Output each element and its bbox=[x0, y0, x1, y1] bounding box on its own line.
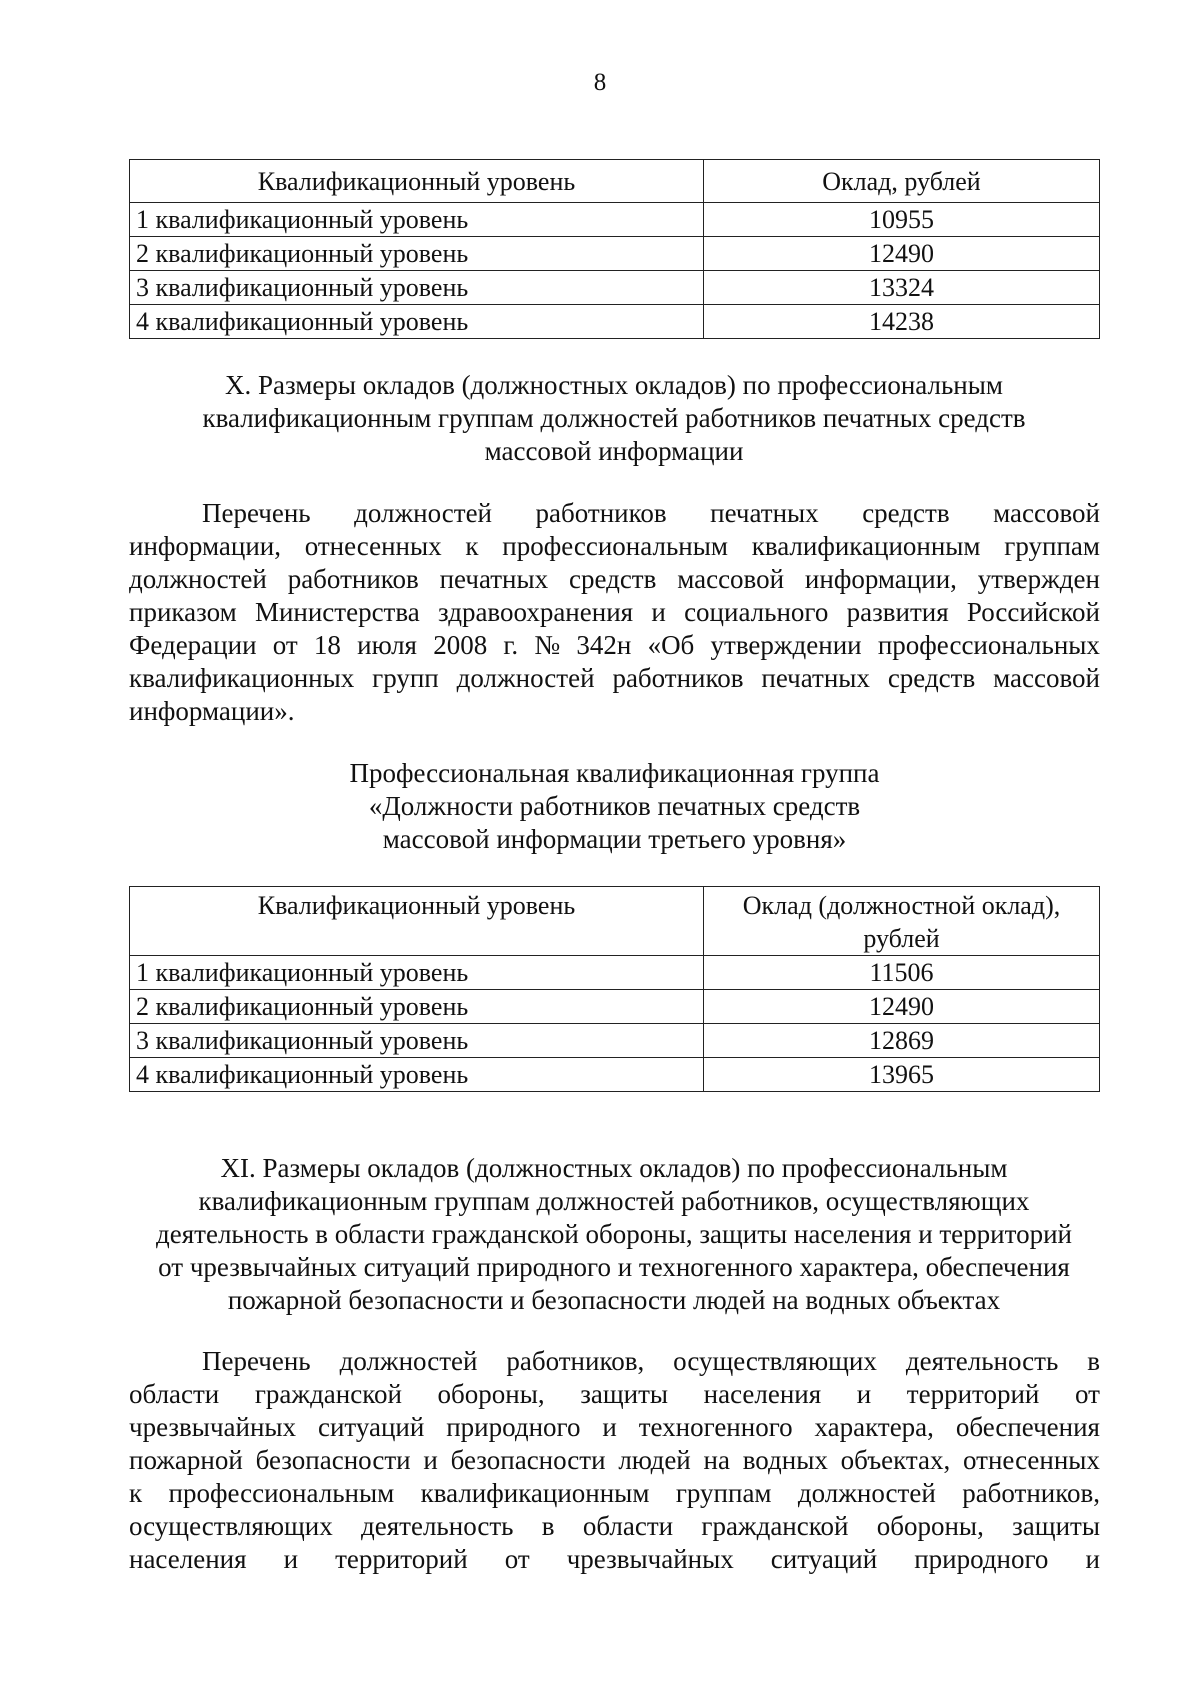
salary-table-1 bbox=[129, 159, 1100, 339]
word: защиты bbox=[1012, 1511, 1100, 1541]
word: группам bbox=[675, 1478, 772, 1508]
word: массовой bbox=[993, 498, 1100, 528]
level-cell: 2 квалификационный уровень bbox=[130, 990, 704, 1024]
word: на bbox=[703, 1445, 730, 1475]
level-cell: 1 квалификационный уровень bbox=[130, 956, 704, 990]
level-cell: 4 квалификационный уровень bbox=[130, 305, 704, 339]
word: средств bbox=[862, 498, 950, 528]
table-row bbox=[130, 271, 1100, 305]
word: работников bbox=[612, 663, 744, 693]
table-row bbox=[130, 1024, 1100, 1058]
paragraph-line bbox=[129, 629, 1100, 662]
paragraph-line bbox=[129, 1378, 1100, 1411]
word: отнесенных bbox=[304, 531, 442, 561]
table-row bbox=[130, 956, 1100, 990]
word: Перечень bbox=[202, 498, 311, 528]
word: чрезвычайных bbox=[129, 1412, 297, 1442]
salary-cell: 12490 bbox=[704, 990, 1100, 1024]
word: квалификационным bbox=[420, 1478, 650, 1508]
word: развития bbox=[846, 597, 949, 627]
word: профессиональных bbox=[877, 630, 1100, 660]
paragraph-line bbox=[129, 1411, 1100, 1444]
word: населения bbox=[129, 1544, 247, 1574]
paragraph-line bbox=[129, 695, 1100, 728]
word: гражданской bbox=[254, 1379, 402, 1409]
word: пожарной bbox=[129, 1445, 243, 1475]
word: работников, bbox=[506, 1346, 645, 1376]
column-header-level: Квалификационный уровень bbox=[130, 887, 704, 956]
word: информации». bbox=[129, 696, 295, 726]
section-xi-paragraph bbox=[129, 1345, 1100, 1576]
word: массовой bbox=[993, 663, 1100, 693]
word: № bbox=[534, 630, 561, 660]
paragraph-line bbox=[129, 1510, 1100, 1543]
word: профессиональным bbox=[168, 1478, 395, 1508]
word: обороны, bbox=[437, 1379, 545, 1409]
word: должностей bbox=[456, 663, 595, 693]
word: работников bbox=[535, 498, 667, 528]
word: 18 bbox=[313, 630, 341, 660]
level-cell: 4 квалификационный уровень bbox=[130, 1058, 704, 1092]
paragraph-line bbox=[129, 1345, 1100, 1378]
header-salary-line: рублей bbox=[863, 924, 940, 953]
section-xi-heading bbox=[120, 1152, 1108, 1317]
word: Российской bbox=[966, 597, 1100, 627]
qualification-group-heading bbox=[129, 757, 1100, 856]
word: массовой bbox=[677, 564, 785, 594]
word: информации, bbox=[804, 564, 957, 594]
column-header-salary: Оклад, рублей bbox=[704, 160, 1100, 203]
word: утверждении bbox=[710, 630, 862, 660]
salary-cell: 13965 bbox=[704, 1058, 1100, 1092]
word: информации, bbox=[129, 531, 281, 561]
salary-table-2 bbox=[129, 886, 1100, 1092]
word: деятельность bbox=[905, 1346, 1059, 1376]
section-x-paragraph bbox=[129, 497, 1100, 728]
salary-cell: 13324 bbox=[704, 271, 1100, 305]
word: 342н bbox=[576, 630, 632, 660]
word: объектах, bbox=[840, 1445, 951, 1475]
word: должностей bbox=[129, 564, 267, 594]
word: квалификационным bbox=[751, 531, 981, 561]
table-row bbox=[130, 990, 1100, 1024]
word: средств bbox=[887, 663, 976, 693]
heading-line: квалификационным группам должностей работников печатных средств bbox=[202, 403, 1026, 433]
word: области bbox=[129, 1379, 220, 1409]
paragraph-line bbox=[129, 1477, 1100, 1510]
heading-line: Профессиональная квалификационная группа bbox=[349, 758, 880, 788]
table-row bbox=[130, 1058, 1100, 1092]
paragraph-line bbox=[129, 563, 1100, 596]
paragraph-line bbox=[129, 662, 1100, 695]
word: техногенного bbox=[638, 1412, 793, 1442]
word: характера, bbox=[814, 1412, 934, 1442]
word: утвержден bbox=[977, 564, 1100, 594]
heading-line: пожарной безопасности и безопасности людей на водных объектах bbox=[227, 1285, 1001, 1315]
heading-line: массовой информации третьего уровня» bbox=[382, 824, 847, 854]
heading-line: массовой информации bbox=[484, 436, 744, 466]
word: должностей bbox=[339, 1346, 478, 1376]
page-number: 8 bbox=[593, 69, 607, 96]
word: и bbox=[602, 1412, 617, 1442]
section-x-heading bbox=[120, 369, 1108, 468]
word: средств bbox=[568, 564, 657, 594]
word: в bbox=[541, 1511, 555, 1541]
word: отнесенных bbox=[963, 1445, 1100, 1475]
table-header-row bbox=[130, 887, 1100, 956]
level-cell: 3 квалификационный уровень bbox=[130, 271, 704, 305]
word: водных bbox=[742, 1445, 828, 1475]
word: ситуаций bbox=[770, 1544, 878, 1574]
column-header-level: Квалификационный уровень bbox=[130, 160, 704, 203]
word: профессиональным bbox=[502, 531, 728, 561]
word: должностей bbox=[797, 1478, 936, 1508]
heading-line: деятельность в области гражданской обороны, защиты населения и территорий bbox=[156, 1219, 1072, 1249]
level-cell: 1 квалификационный уровень bbox=[130, 203, 704, 237]
word: приказом bbox=[129, 597, 237, 627]
word: людей bbox=[618, 1445, 691, 1475]
table-row bbox=[130, 203, 1100, 237]
word: в bbox=[1087, 1346, 1100, 1376]
word: печатных bbox=[761, 663, 870, 693]
word: защиты bbox=[580, 1379, 669, 1409]
word: и bbox=[651, 597, 666, 627]
word: от bbox=[272, 630, 298, 660]
table-row bbox=[130, 305, 1100, 339]
column-header-salary bbox=[704, 887, 1100, 956]
word: «Об bbox=[647, 630, 695, 660]
word: территорий bbox=[906, 1379, 1040, 1409]
word: г. bbox=[503, 630, 519, 660]
salary-cell: 11506 bbox=[704, 956, 1100, 990]
paragraph-line bbox=[129, 1444, 1100, 1477]
word: печатных bbox=[439, 564, 549, 594]
heading-line: XI. Размеры окладов (должностных окладов) по профессиональным bbox=[220, 1153, 1008, 1183]
heading-line: «Должности работников печатных средств bbox=[368, 791, 861, 821]
word: осуществляющих bbox=[673, 1346, 877, 1376]
header-salary-line: Оклад (должностной оклад), bbox=[742, 891, 1061, 920]
word: к bbox=[465, 531, 479, 561]
word: печатных bbox=[710, 498, 819, 528]
paragraph-line bbox=[129, 497, 1100, 530]
word: безопасности bbox=[450, 1445, 606, 1475]
word: природного bbox=[914, 1544, 1049, 1574]
word: работников, bbox=[962, 1478, 1100, 1508]
word: и bbox=[1085, 1544, 1100, 1574]
paragraph-line bbox=[129, 1543, 1100, 1576]
word: должностей bbox=[354, 498, 493, 528]
word: Федерации bbox=[129, 630, 257, 660]
table-row bbox=[130, 237, 1100, 271]
word: Министерства bbox=[254, 597, 420, 627]
word: от bbox=[1074, 1379, 1100, 1409]
heading-line: квалификационным группам должностей работников, осуществляющих bbox=[198, 1186, 1030, 1216]
word: работников bbox=[287, 564, 419, 594]
paragraph-line bbox=[129, 530, 1100, 563]
word: Перечень bbox=[202, 1346, 311, 1376]
word: деятельность bbox=[361, 1511, 514, 1541]
word: июля bbox=[357, 630, 417, 660]
word: территорий bbox=[335, 1544, 468, 1574]
word: от bbox=[504, 1544, 530, 1574]
salary-cell: 14238 bbox=[704, 305, 1100, 339]
level-cell: 3 квалификационный уровень bbox=[130, 1024, 704, 1058]
word: природного bbox=[446, 1412, 581, 1442]
word: группам bbox=[1004, 531, 1100, 561]
word: населения bbox=[703, 1379, 822, 1409]
salary-cell: 12869 bbox=[704, 1024, 1100, 1058]
salary-cell: 12490 bbox=[704, 237, 1100, 271]
word: и bbox=[283, 1544, 299, 1574]
word: обороны, bbox=[876, 1511, 984, 1541]
word: области bbox=[582, 1511, 674, 1541]
heading-line: от чрезвычайных ситуаций природного и техногенного характера, обеспечения bbox=[158, 1252, 1070, 1282]
word: чрезвычайных bbox=[566, 1544, 734, 1574]
word: и bbox=[856, 1379, 872, 1409]
word: осуществляющих bbox=[129, 1511, 333, 1541]
word: групп bbox=[372, 663, 439, 693]
word: здравоохранения bbox=[438, 597, 634, 627]
heading-line: X. Размеры окладов (должностных окладов) по профессиональным bbox=[225, 370, 1003, 400]
word: социального bbox=[684, 597, 829, 627]
word: и bbox=[423, 1445, 438, 1475]
word: гражданской bbox=[701, 1511, 849, 1541]
word: ситуаций bbox=[317, 1412, 425, 1442]
salary-cell: 10955 bbox=[704, 203, 1100, 237]
word: обеспечения bbox=[955, 1412, 1100, 1442]
word: 2008 bbox=[433, 630, 488, 660]
word: безопасности bbox=[255, 1445, 411, 1475]
paragraph-line bbox=[129, 596, 1100, 629]
table-header-row bbox=[130, 160, 1100, 203]
word: квалификационных bbox=[129, 663, 355, 693]
word: к bbox=[129, 1478, 143, 1508]
level-cell: 2 квалификационный уровень bbox=[130, 237, 704, 271]
